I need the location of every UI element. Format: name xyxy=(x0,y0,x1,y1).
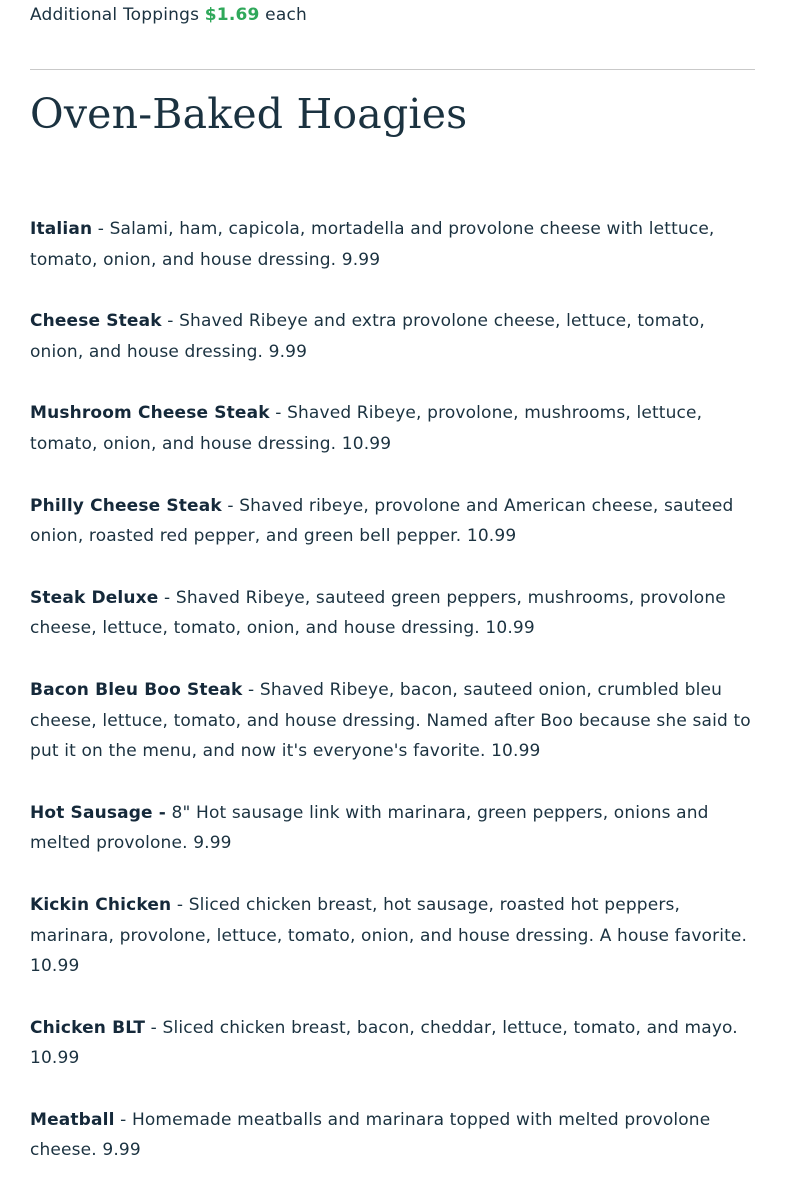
menu-item-name: Hot Sausage - xyxy=(30,802,166,823)
menu-item xyxy=(30,214,755,275)
menu-item-name: Italian xyxy=(30,219,93,239)
menu-item-name: Bacon Bleu Boo Steak xyxy=(30,679,243,700)
menu-item xyxy=(30,491,755,552)
menu-item xyxy=(30,583,755,644)
menu-item xyxy=(30,306,755,367)
menu-item-separator: - xyxy=(158,587,176,608)
menu-item-description: Shaved Ribeye, sauteed green peppers, mushrooms, provolone cheese, lettuce, tomato, onion, and house dressing. 10.99 xyxy=(30,587,726,639)
menu-item-separator: - xyxy=(114,1109,132,1130)
additional-toppings-note xyxy=(30,0,755,27)
menu-item xyxy=(30,675,755,767)
section-divider xyxy=(30,69,755,70)
menu-item-separator: - xyxy=(92,219,110,239)
menu-item-name: Chicken BLT xyxy=(30,1017,146,1038)
menu-item-description: Sliced chicken breast, bacon, cheddar, lettuce, tomato, and mayo. 10.99 xyxy=(30,1017,738,1069)
menu-item-separator: - xyxy=(221,495,240,516)
menu-item-separator: - xyxy=(161,311,180,332)
section-title: Oven-Baked Hoagies xyxy=(30,90,468,138)
toppings-suffix: each xyxy=(265,5,307,25)
menu-item xyxy=(30,798,755,859)
menu-item-name: Kickin Chicken xyxy=(30,894,172,915)
menu-page xyxy=(30,0,755,1161)
menu-item xyxy=(30,1105,755,1166)
menu-item-description: Sliced chicken breast, hot sausage, roasted hot peppers, marinara, provolone, lettuce, tomato, onion, and house dressing. A house favorite. 10.99 xyxy=(30,894,748,977)
menu-item-separator: - xyxy=(269,403,288,424)
menu-item xyxy=(30,398,755,459)
menu-item-description: Shaved ribeye, provolone and American cheese, sauteed onion, roasted red pepper, and green bell pepper. 10.99 xyxy=(30,495,734,547)
menu-item-name: Meatball xyxy=(30,1109,115,1130)
menu-item-description: Shaved Ribeye and extra provolone cheese, lettuce, tomato, onion, and house dressing. 9.99 xyxy=(30,311,705,362)
menu-item-name: Cheese Steak xyxy=(30,311,162,332)
toppings-label: Additional Toppings xyxy=(30,5,200,25)
menu-item-separator: - xyxy=(145,1017,163,1038)
menu-item-name: Mushroom Cheese Steak xyxy=(30,403,270,424)
menu-item-description: Shaved Ribeye, bacon, sauteed onion, crumbled bleu cheese, lettuce, tomato, and house dressing. Named after Boo because she said to put it on the menu, and now it's everyone's favorite. 10.99 xyxy=(30,679,751,762)
menu-item-separator: - xyxy=(242,679,260,700)
menu-item-description: Shaved Ribeye, provolone, mushrooms, lettuce, tomato, onion, and house dressing. 10.99 xyxy=(30,403,703,454)
toppings-price: $1.69 xyxy=(204,5,260,25)
menu-item-description: Homemade meatballs and marinara topped with melted provolone cheese. 9.99 xyxy=(30,1109,711,1161)
menu-item xyxy=(30,890,755,982)
menu-item-description: Salami, ham, capicola, mortadella and provolone cheese with lettuce, tomato, onion, and house dressing. 9.99 xyxy=(30,219,715,270)
menu-item-description: 8" Hot sausage link with marinara, green peppers, onions and melted provolone. 9.99 xyxy=(30,802,709,854)
menu-item-name: Philly Cheese Steak xyxy=(30,495,222,516)
menu-item xyxy=(30,1013,755,1074)
menu-item-name: Steak Deluxe xyxy=(30,587,159,608)
menu-item-separator: - xyxy=(171,894,189,915)
hoagie-menu-list xyxy=(30,214,755,1197)
